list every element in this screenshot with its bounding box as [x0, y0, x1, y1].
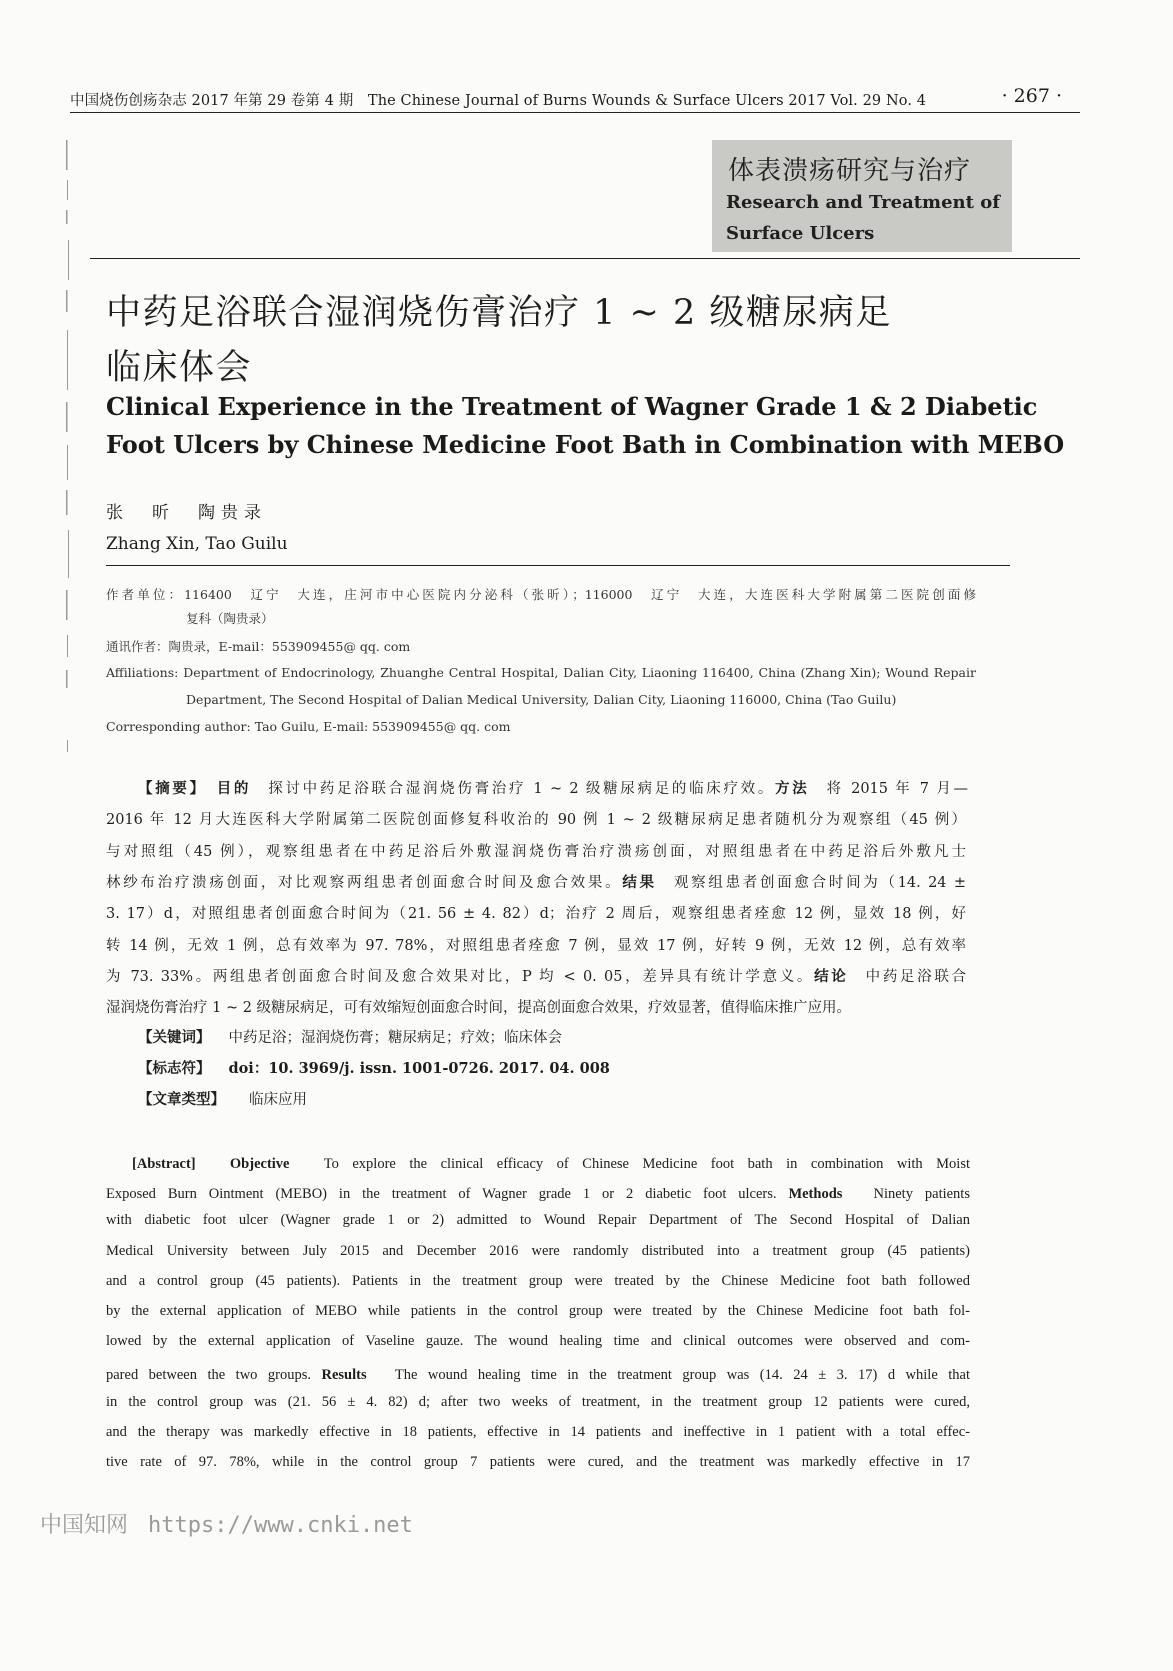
abstract-cn-text: 为 73. 33%。两组患者创面愈合时间及愈合效果对比，P 均 < 0. 05，差异具有统计学意义。	[106, 968, 815, 985]
keywords-text: 中药足浴；湿润烧伤膏；糖尿病足；疗效；临床体会	[228, 1030, 562, 1046]
abstract-en-text: Ninety patients	[842, 1186, 970, 1203]
article-type-label: 【文章类型】	[138, 1091, 225, 1108]
abstract-cn-text: 目的	[216, 780, 252, 797]
watermark-cn: 中国知网	[40, 1513, 129, 1538]
section-divider	[90, 258, 1080, 259]
page-number: · 267 ·	[1001, 85, 1062, 107]
abstract-cn-text: 林纱布治疗溃疡创面，对比观察两组患者创面愈合时间及愈合效果。	[106, 874, 623, 891]
abstract-cn-text: 将 2015 年 7 月—	[809, 781, 969, 797]
identifier-label: 【标志符】	[138, 1060, 211, 1077]
authors-en: Zhang Xin, Tao Guilu	[106, 534, 288, 554]
abstract-en-line	[106, 1394, 970, 1411]
abstract-cn-line	[138, 777, 968, 798]
watermark-url: https://www.cnki.net	[148, 1513, 413, 1538]
abstract-en-text: Medical University between July 2015 and December 2016 were randomly distributed into a treatment group (45 patients)	[106, 1242, 970, 1259]
journal-header-text: 中国烧伤创疡杂志 2017 年第 29 卷第 4 期 The Chinese Journal of Burns Wounds & Surface Ulcers 2017 Vol. 29 No. 4	[70, 93, 927, 109]
abstract-en-line	[106, 1212, 970, 1229]
abstract-en-text: tive rate of 97. 78%, while in the control group 7 patients were cured, and the treatment was markedly effective in 17	[106, 1454, 970, 1470]
abstract-en-text	[196, 1156, 230, 1172]
keywords-label: 【关键词】	[138, 1029, 211, 1046]
title-en-line1: Clinical Experience in the Treatment of Wagner Grade 1 & 2 Diabetic	[106, 392, 1038, 421]
corresponding-author-en: Corresponding author: Tao Guilu, E-mail: 553909455@ qq. com	[106, 719, 511, 734]
abstract-cn-line	[106, 934, 966, 955]
column-title-en-line1: Research and Treatment of	[726, 192, 1000, 213]
article-type-row	[138, 1088, 307, 1109]
abstract-cn-text: 观察组患者创面愈合时间为（14. 24 ±	[656, 874, 966, 891]
abstract-en-text: The wound healing time in the treatment group was (14. 24 ± 3. 17) d while that	[366, 1367, 970, 1384]
affiliation-cn-line2: 复科（陶贵录）	[186, 611, 274, 626]
abstract-cn-text: 方法	[775, 780, 810, 797]
abstract-en-text: and the therapy was markedly effective in 18 patients, effective in 14 patients and ineffective in 1 patient with a total effec-	[106, 1423, 970, 1440]
abstract-en-text: [Abstract]	[132, 1156, 196, 1172]
header-divider	[70, 112, 1080, 113]
abstract-en-text: pared between the two groups.	[106, 1367, 322, 1384]
abstract-en-text: To explore the clinical efficacy of Chinese Medicine foot bath in combination with Moist	[289, 1156, 971, 1172]
article-type-text: 临床应用	[249, 1092, 307, 1108]
identifier-row	[138, 1057, 610, 1078]
title-en-line2: Foot Ulcers by Chinese Medicine Foot Bath in Combination with MEBO	[106, 430, 1065, 459]
abstract-cn-text: 2016 年 12 月大连医科大学附属第二医院创面修复科收治的 90 例 1 ~ 2 级糖尿病足患者随机分为观察组（45 例）	[106, 812, 966, 829]
running-header	[70, 85, 1080, 111]
authors-cn: 张 昕 陶贵录	[106, 503, 267, 523]
abstract-cn-text: 结论	[814, 967, 849, 985]
author-divider	[106, 565, 1010, 566]
column-banner	[712, 140, 1012, 252]
abstract-cn-text: 湿润烧伤膏治疗 1 ~ 2 级糖尿病足，可有效缩短创面愈合时间，提高创面愈合效果，疗效显著，值得临床推广应用。	[106, 1000, 852, 1017]
abstract-en-line	[106, 1333, 970, 1350]
abstract-en-text: Exposed Burn Ointment (MEBO) in the treatment of Wagner grade 1 or 2 diabetic foot ulcers.	[106, 1186, 789, 1203]
affiliation-en-line2: Department, The Second Hospital of Dalian Medical University, Dalian City, Liaoning 116000, China (Tao Guilu)	[186, 692, 897, 707]
abstract-cn-line	[106, 996, 966, 1017]
affiliation-cn-line1: 作者单位：116400 辽宁 大连，庄河市中心医院内分泌科（张昕）；116000 辽宁 大连，大连医科大学附属第二医院创面修	[106, 587, 976, 602]
title-cn-line1: 中药足浴联合湿润烧伤膏治疗 1 ~ 2 级糖尿病足	[106, 293, 892, 333]
abstract-cn-line	[106, 965, 966, 986]
column-title-cn: 体表溃疡研究与治疗	[728, 156, 972, 186]
abstract-en-text: lowed by the external application of Vaseline gauze. The wound healing time and clinical outcomes were observed and com-	[106, 1333, 970, 1350]
cnki-watermark	[40, 1508, 413, 1539]
abstract-cn-line	[106, 808, 966, 829]
keywords-row	[138, 1026, 562, 1047]
abstract-cn-text: 3. 17）d，对照组患者创面愈合时间为（21. 56 ± 4. 82）d；治疗 2 周后，观察组患者痊愈 12 例，显效 18 例，好	[106, 906, 966, 923]
abstract-en-line	[106, 1303, 970, 1320]
abstract-en-text: with diabetic foot ulcer (Wagner grade 1 or 2) admitted to Wound Repair Department of The Second Hospital of Dalian	[106, 1212, 970, 1229]
abstract-cn-text: 转 14 例，无效 1 例，总有效率为 97. 78%，对照组患者痊愈 7 例，显效 17 例，好转 9 例，无效 12 例，总有效率	[106, 937, 966, 954]
abstract-en-text: Objective	[229, 1156, 290, 1172]
abstract-cn-text: 探讨中药足浴联合湿润烧伤膏治疗 1 ~ 2 级糖尿病足的临床疗效。	[251, 781, 776, 797]
abstract-cn-text: 结果	[622, 873, 657, 891]
abstract-en-line	[106, 1243, 970, 1260]
scan-margin-marks	[62, 140, 74, 780]
abstract-en-line	[106, 1424, 970, 1441]
abstract-en-line	[132, 1152, 970, 1173]
affiliation-en-line1: Affiliations: Department of Endocrinology, Zhuanghe Central Hospital, Dalian City, Liaoning 116400, China (Zhang Xin); Wound Repair	[106, 665, 976, 680]
abstract-en-text: by the external application of MEBO while patients in the control group were treated by the Chinese Medicine foot bath fol-	[106, 1303, 970, 1319]
abstract-en-line	[106, 1454, 970, 1471]
abstract-cn-text: 与对照组（45 例），观察组患者在中药足浴后外敷湿润烧伤膏治疗溃疡创面，对照组患者在中药足浴后外敷凡士	[106, 843, 966, 860]
abstract-cn-text: 中药足浴联合	[848, 968, 967, 985]
abstract-cn-text: 【摘要】	[138, 780, 217, 797]
abstract-en-text: Methods	[788, 1186, 843, 1203]
title-cn-line2: 临床体会	[106, 348, 253, 388]
abstract-en-line	[106, 1363, 970, 1384]
abstract-en-text: and a control group (45 patients). Patients in the treatment group were treated by the Chinese Medicine foot bath followed	[106, 1272, 970, 1289]
abstract-en-text: Results	[321, 1367, 367, 1384]
abstract-cn-line	[106, 871, 966, 892]
doi-text: doi：10. 3969/j. issn. 1001-0726. 2017. 04. 008	[228, 1060, 610, 1077]
abstract-en-text: in the control group was (21. 56 ± 4. 82) d; after two weeks of treatment, in the treatment group 12 patients were cured,	[106, 1393, 970, 1410]
abstract-cn-line	[106, 902, 966, 923]
corresponding-author-cn: 通讯作者：陶贵录，E-mail：553909455@ qq. com	[106, 639, 411, 654]
abstract-en-line	[106, 1273, 970, 1290]
abstract-en-line	[106, 1182, 970, 1203]
abstract-cn-line	[106, 840, 966, 861]
column-title-en-line2: Surface Ulcers	[726, 223, 875, 244]
